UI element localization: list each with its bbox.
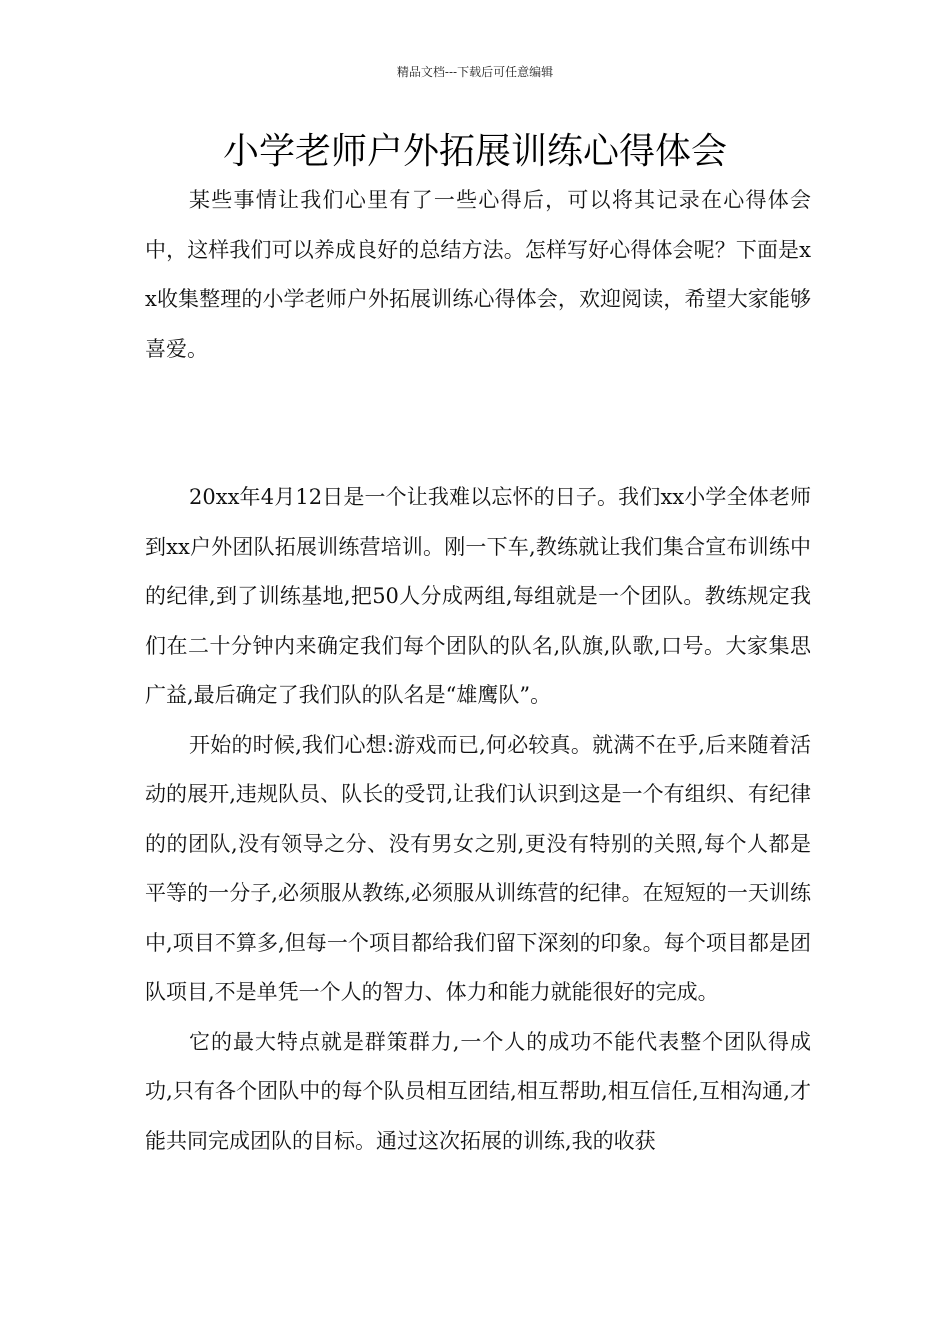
paragraph-spacer: [145, 424, 811, 474]
paragraph-1: 20xx年4月12日是一个让我难以忘怀的日子。我们xx小学全体老师到xx户外团队拓展训练营培训。刚一下车,教练就让我们集合宣布训练中的纪律,到了训练基地,把50人分成两组,每组就是一个团队。教练规定我们在二十分钟内来确定我们每个团队的队名,队旗,队歌,口号。大家集思广益,最后确定了我们队的队名是“雄鹰队”。: [145, 485, 811, 707]
header-note: 精品文档---下载后可任意编辑: [396, 65, 554, 79]
paragraph-spacer: [145, 374, 811, 424]
paragraph-intro: 某些事情让我们心里有了一些心得后，可以将其记录在心得体会中，这样我们可以养成良好的总结方法。怎样写好心得体会呢？下面是xx收集整理的小学老师户外拓展训练心得体会，欢迎阅读，希望大家能够喜爱。: [145, 188, 811, 361]
page-title: 小学老师户外拓展训练心得体会: [222, 131, 727, 172]
document-body: [145, 176, 811, 1166]
paragraph-3: 它的最大特点就是群策群力,一个人的成功不能代表整个团队得成功,只有各个团队中的每个队员相互团结,相互帮助,相互信任,互相沟通,才能共同完成团队的目标。通过这次拓展的训练,我的收获: [145, 1029, 811, 1153]
paragraph-2: 开始的时候,我们心想:游戏而已,何必较真。就满不在乎,后来随着活动的展开,违规队员、队长的受罚,让我们认识到这是一个有组织、有纪律的的团队,没有领导之分、没有男女之别,更没有特别的关照,每个人都是平等的一分子,必须服从教练,必须服从训练营的纪律。在短短的一天训练中,项目不算多,但每一个项目都给我们留下深刻的印象。每个项目都是团队项目,不是单凭一个人的智力、体力和能力就能很好的完成。: [145, 732, 811, 1004]
